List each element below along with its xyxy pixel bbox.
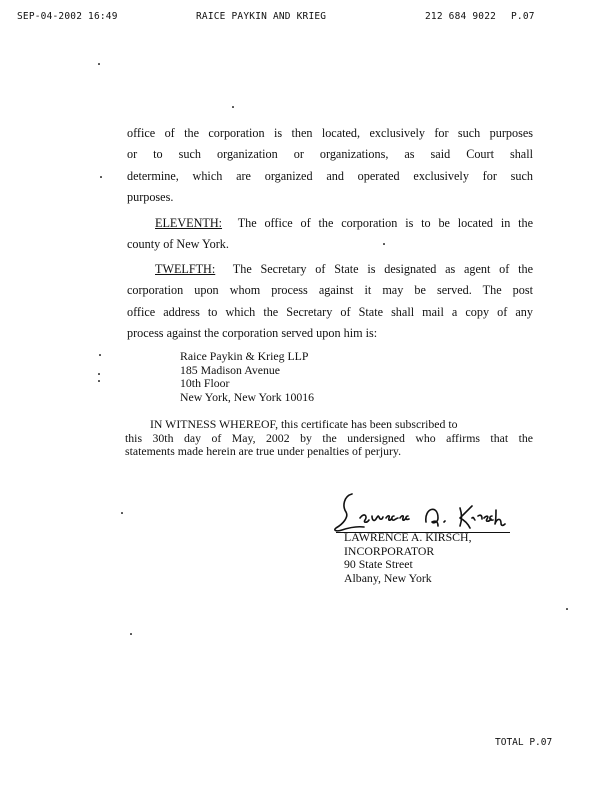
witness-line: statements made herein are true under penalties of perjury. [125,444,402,459]
address-line: Raice Paykin & Krieg LLP [180,349,309,363]
scan-speck [99,354,101,356]
address-line: 10th Floor [180,376,230,391]
article-twelfth [127,259,533,344]
address-block [180,350,314,404]
fax-total-pages: TOTAL P.07 [495,737,553,748]
eleventh-text: The office of the corporation is to be located in the [237,216,534,230]
fax-sender: RAICE PAYKIN AND KRIEG [196,11,327,22]
scan-speck [566,608,568,610]
signatory-title: INCORPORATOR [344,543,435,558]
continuation-paragraph [127,123,533,208]
signatory-name: LAWRENCE A. KIRSCH, [344,530,472,544]
text-line: determine, which are organized and operated exclusively for such [127,168,533,183]
text-line: or to such organization or organizations, as said Court shall [127,147,533,162]
eleventh-line-2: county of New York. [127,237,229,252]
twelfth-line-2: corporation upon whom process against it may be served. The post [127,283,533,298]
text-line: purposes. [127,189,174,204]
scan-speck [383,243,385,245]
scan-speck [121,512,123,514]
twelfth-line-4: process against the corporation served upon him is: [127,325,378,340]
scan-speck [98,63,100,65]
twelfth-text: The Secretary of State is designated as agent of the [232,262,533,276]
scan-speck [130,633,132,635]
text-line: office of the corporation is then located, exclusively for such purposes [127,126,533,140]
eleventh-line-1 [127,213,533,234]
twelfth-heading: TWELFTH: [155,262,216,276]
witness-line: IN WITNESS WHEREOF, this certificate has been subscribed to [150,417,458,431]
scan-speck [98,380,100,382]
signature-image [330,488,520,536]
scan-speck [232,106,234,108]
signatory-block [344,531,472,585]
eleventh-heading: ELEVENTH: [155,216,223,230]
signatory-city: Albany, New York [344,570,432,585]
fax-date-time: SEP-04-2002 16:49 [17,11,118,22]
address-line: 185 Madison Avenue [180,362,281,377]
address-line: New York, New York 10016 [180,389,315,404]
scan-speck [100,176,102,178]
twelfth-line-3: office address to which the Secretary of State shall mail a copy of any [127,304,533,319]
article-eleventh [127,213,533,256]
scan-speck [98,373,100,375]
twelfth-line-1 [127,259,533,280]
fax-page: P.07 [511,11,535,22]
witness-line: this 30th day of May, 2002 by the undersigned who affirms that the [125,430,533,445]
fax-phone: 212 684 9022 [425,11,497,22]
witness-paragraph [125,418,533,459]
signatory-street: 90 State Street [344,557,413,572]
